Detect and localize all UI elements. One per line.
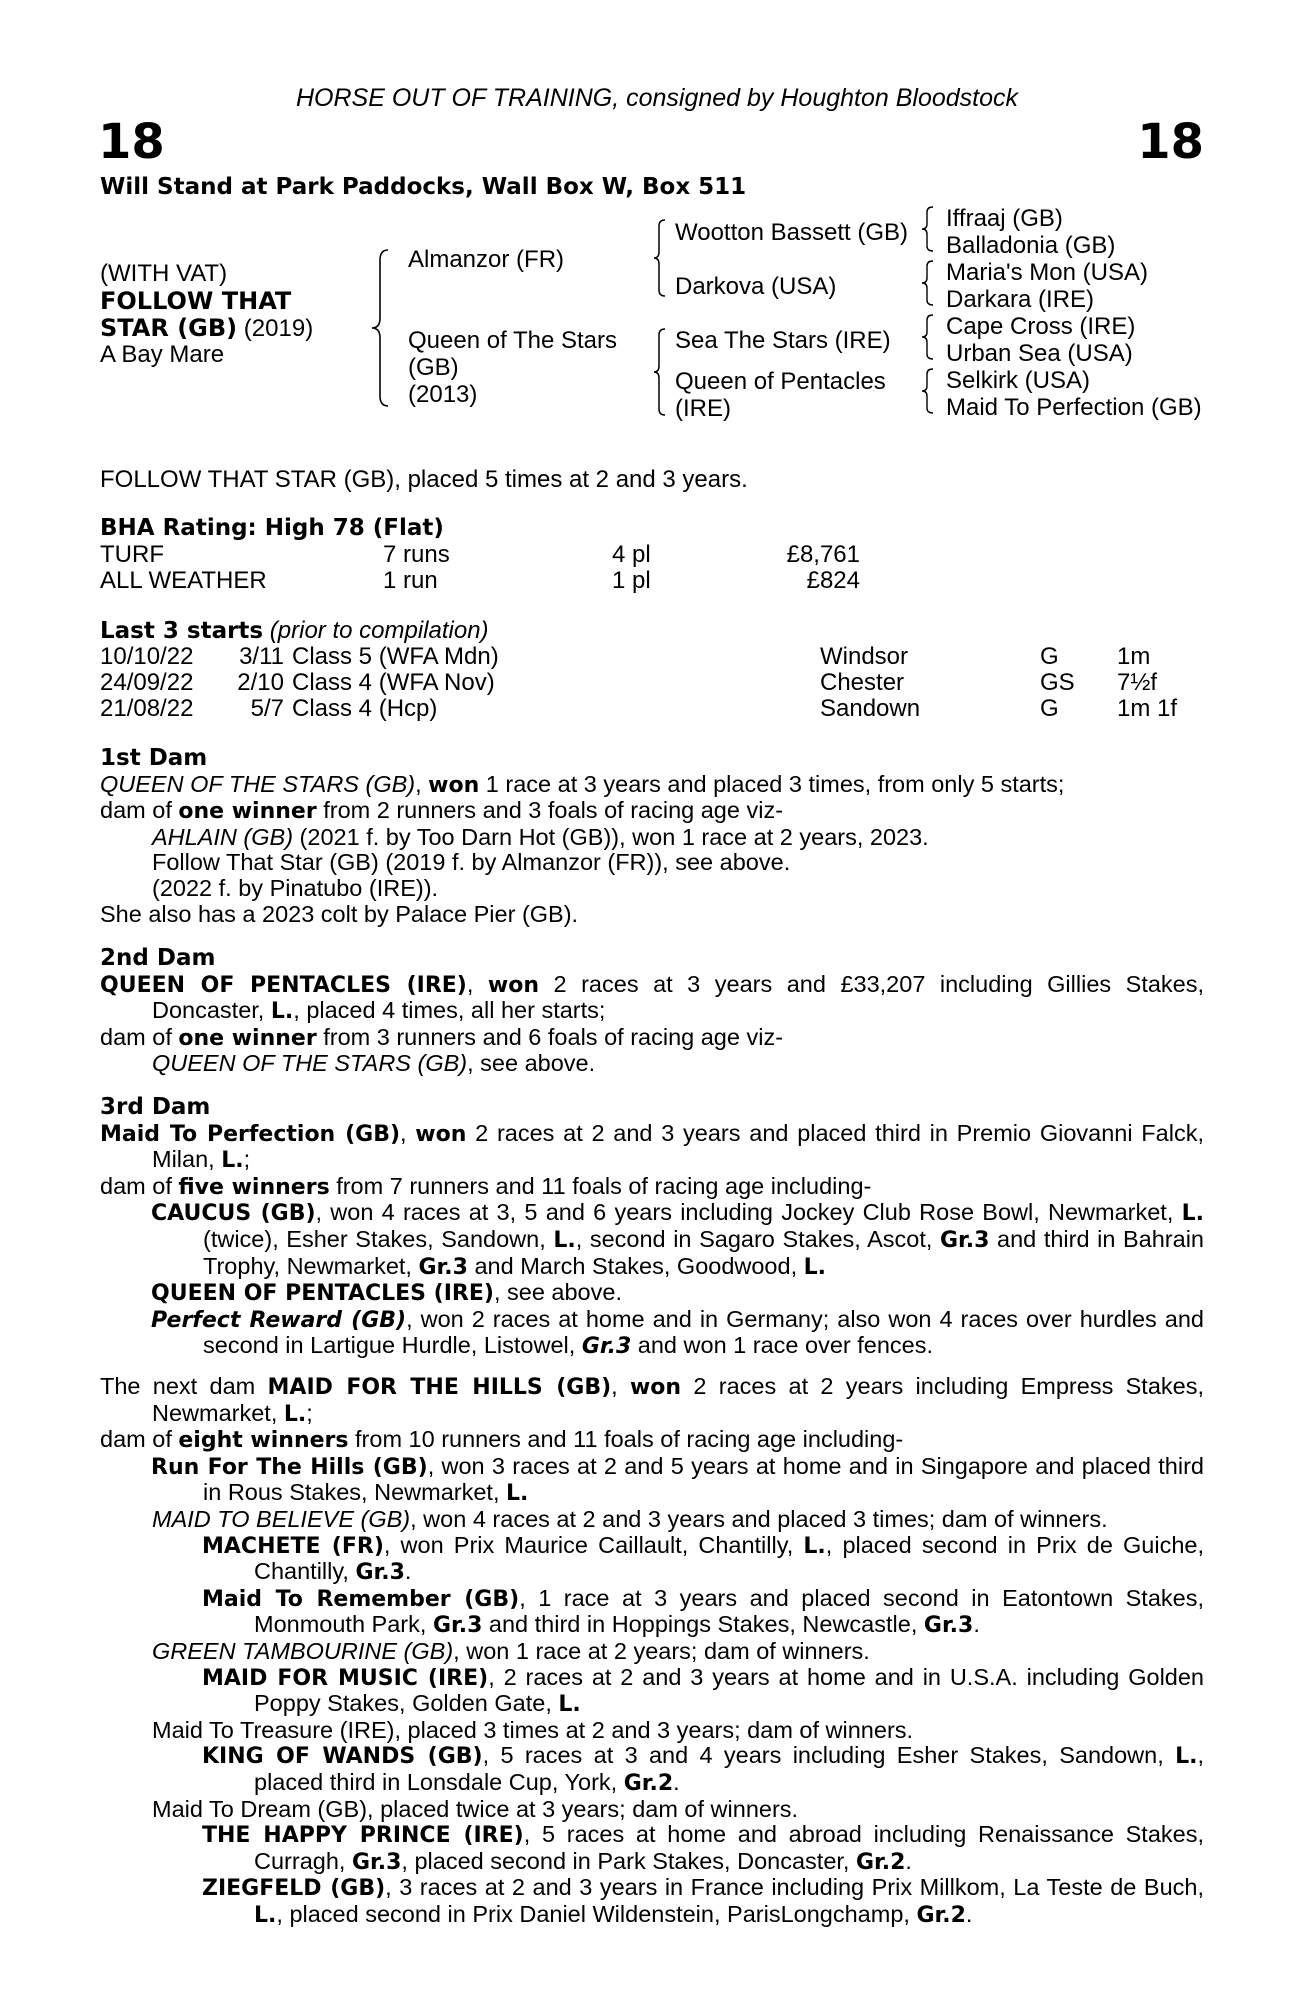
produce-name: AHLAIN (GB) — [152, 823, 294, 850]
first-dam-produce-line — [100, 798, 1204, 825]
text: , second in Sagaro Stakes, Ascot, — [575, 1225, 940, 1252]
text: , placed second in Park Stakes, Doncaster, — [401, 1847, 856, 1874]
pedigree-sire-sire: Wootton Bassett (GB) — [675, 219, 908, 246]
pedigree-dam-sire: Sea The Stars (IRE) — [675, 327, 891, 354]
start-race: Class 5 (WFA Mdn) — [292, 643, 499, 670]
start-distance: 1m — [1117, 643, 1151, 670]
pedigree-sss: Iffraaj (GB) — [946, 205, 1063, 232]
won-label: won — [428, 772, 480, 798]
start-going: GS — [1040, 669, 1075, 696]
grade: L. — [1175, 1744, 1198, 1770]
text: . — [673, 1768, 680, 1795]
text: ; — [243, 1146, 251, 1173]
last-starts-note: (prior to compilation) — [263, 617, 489, 644]
produce-entry — [100, 1454, 1204, 1507]
text: , — [611, 1373, 630, 1399]
text: , see above. — [467, 1050, 596, 1077]
first-dam-section — [100, 746, 1204, 927]
pedigree-brace-ds — [920, 313, 936, 361]
start-position: 2/10 — [237, 669, 284, 696]
start-date: 24/09/22 — [100, 669, 194, 696]
next-dam-produce-line — [100, 1427, 1204, 1454]
start-position: 3/11 — [239, 643, 284, 670]
pedigree-ddd: Maid To Perfection (GB) — [946, 394, 1202, 421]
pedigree-sire: Almanzor (FR) — [408, 246, 565, 273]
pedigree-brace-dam — [652, 327, 668, 417]
text: , 2 races at 2 and 3 years at home and in U.S.A. including Golden Poppy Stakes, Golden Gate, — [254, 1663, 1204, 1717]
text: . — [965, 1900, 973, 1927]
text: , — [466, 970, 488, 997]
pedigree-dds: Selkirk (USA) — [946, 367, 1091, 394]
won-label: won — [629, 1375, 682, 1400]
text: , placed 4 times, all her starts; — [293, 997, 606, 1024]
pedigree-brace-dd — [920, 367, 936, 415]
start-row — [100, 643, 1204, 669]
pedigree-sire-dam: Darkova (USA) — [675, 273, 837, 300]
winners-count: eight winners — [178, 1428, 349, 1454]
grade: Gr.3 — [581, 1334, 632, 1360]
produce-name: Maid To Remember (GB) — [202, 1586, 520, 1612]
pedigree-brace-sire — [652, 218, 668, 298]
produce-name: Perfect Reward (GB) — [151, 1307, 407, 1333]
text: , placed second in Prix de Guiche, Chantilly, — [254, 1531, 1204, 1585]
text: and third in Bahrain Trophy, Newmarket, — [203, 1225, 1204, 1279]
grand-produce-entry — [100, 1665, 1204, 1718]
second-dam-heading: 2nd Dam — [100, 945, 216, 971]
first-dam-note: She also has a 2023 colt by Palace Pier (GB). — [100, 900, 579, 927]
produce-name: QUEEN OF THE STARS (GB) — [152, 1050, 468, 1077]
grade: L. — [506, 1481, 529, 1507]
rating-surface: ALL WEATHER — [100, 567, 267, 594]
text: dam of — [100, 1426, 179, 1453]
start-course: Windsor — [820, 643, 909, 670]
start-race: Class 4 (WFA Nov) — [292, 669, 495, 696]
third-dam-produce-line — [100, 1174, 1204, 1201]
won-label: won — [487, 972, 540, 998]
grade: Gr.2 — [855, 1849, 906, 1875]
text: dam of — [100, 1023, 179, 1050]
produce-entry: Maid To Dream (GB), placed twice at 3 years; dam of winners. — [152, 1795, 799, 1822]
text: , won Prix Maurice Caillault, Chantilly, — [383, 1531, 804, 1558]
start-distance: 1m 1f — [1117, 695, 1178, 722]
horse-year: (2019) — [237, 315, 314, 342]
grand-produce-entry — [100, 1586, 1204, 1639]
produce-name: KING OF WANDS (GB) — [202, 1744, 483, 1770]
produce-entry: (2022 f. by Pinatubo (IRE)). — [152, 874, 439, 901]
horse-name-line1: FOLLOW THAT — [100, 287, 292, 315]
winners-count: one winner — [178, 1025, 317, 1051]
grade: L. — [270, 999, 294, 1025]
pedigree-dam-dam-line2: (IRE) — [675, 395, 731, 422]
second-dam-section — [100, 946, 1204, 1077]
grade: L. — [254, 1902, 277, 1928]
first-dam-heading: 1st Dam — [100, 745, 208, 771]
horse-description: A Bay Mare — [100, 341, 225, 368]
pedigree-dam-line1: Queen of The Stars — [408, 327, 618, 354]
third-dam-section — [100, 1095, 1204, 1360]
produce-name: GREEN TAMBOURINE (GB) — [152, 1637, 454, 1664]
grade: Gr.2 — [916, 1902, 966, 1928]
text: from 3 runners and 6 foals of racing age viz- — [316, 1023, 784, 1050]
rating-row — [100, 567, 860, 593]
text: . — [905, 1847, 912, 1874]
vat-note: (WITH VAT) — [100, 260, 228, 287]
text: and third in Hoppings Stakes, Newcastle, — [482, 1611, 924, 1638]
grade: Gr.3 — [351, 1849, 402, 1875]
text: from 10 runners and 11 foals of racing age including- — [348, 1426, 904, 1453]
text: , see above. — [493, 1279, 622, 1306]
last-starts-title: Last 3 starts — [100, 618, 264, 644]
dam-name: QUEEN OF PENTACLES (IRE) — [100, 972, 467, 998]
text: The next dam — [100, 1373, 268, 1399]
third-dam-heading: 3rd Dam — [100, 1094, 211, 1120]
produce-entry — [100, 1307, 1204, 1360]
grade: L. — [803, 1254, 827, 1280]
text: (twice), Esher Stakes, Sandown, — [203, 1225, 554, 1252]
second-dam-line — [100, 972, 1204, 1025]
text: , won 4 races at 3, 5 and 6 years including Jockey Club Rose Bowl, Newmarket, — [315, 1199, 1182, 1226]
grade: Gr.3 — [355, 1560, 405, 1586]
produce-name: MAID FOR MUSIC (IRE) — [202, 1665, 489, 1691]
grand-produce-entry — [100, 1533, 1204, 1586]
text: dam of — [100, 1172, 179, 1199]
third-dam-line — [100, 1121, 1204, 1174]
text: , 1 race at 3 years and placed second in Eatontown Stakes, Monmouth Park, — [254, 1584, 1204, 1638]
produce-entry: Follow That Star (GB) (2019 f. by Almanzor (FR)), see above. — [152, 849, 791, 876]
grade: L. — [283, 1401, 307, 1427]
pedigree-dam-dam-line1: Queen of Pentacles — [675, 368, 886, 395]
produce-name: QUEEN OF PENTACLES (IRE) — [151, 1281, 494, 1307]
produce-name: Run For The Hills (GB) — [151, 1454, 428, 1480]
grand-produce-entry — [100, 1822, 1204, 1875]
produce-entry — [100, 1639, 1204, 1665]
pedigree-dss: Cape Cross (IRE) — [946, 313, 1136, 340]
grade: Gr.3 — [432, 1613, 483, 1639]
grade: Gr.2 — [623, 1770, 674, 1796]
text: , placed second in Prix Daniel Wildenstein, ParisLongchamp, — [276, 1900, 917, 1927]
rating-placed: 1 pl — [612, 567, 651, 594]
pedigree-sds: Maria's Mon (USA) — [946, 259, 1148, 286]
produce-entry — [100, 825, 1204, 851]
text: dam of — [100, 797, 179, 824]
start-date: 21/08/22 — [100, 695, 194, 722]
start-going: G — [1040, 643, 1059, 670]
text: , 3 races at 2 and 3 years in France including Prix Millkom, La Teste de Buch, — [385, 1874, 1204, 1901]
produce-name: CAUCUS (GB) — [151, 1201, 316, 1227]
text: 2 races at 3 years and £33,207 including Gillies Stakes, Doncaster, — [152, 970, 1205, 1024]
text: . — [404, 1558, 412, 1585]
start-row — [100, 695, 1204, 721]
pedigree-ssd: Balladonia (GB) — [946, 232, 1116, 259]
lot-number-right: 18 — [1137, 114, 1204, 170]
text: from 2 runners and 3 foals of racing age viz- — [316, 797, 784, 824]
next-dam-line — [100, 1374, 1204, 1427]
start-date: 10/10/22 — [100, 643, 194, 670]
grade: L. — [803, 1533, 826, 1559]
text: (2021 f. by Too Darn Hot (GB)), won 1 race at 2 years, 2023. — [293, 823, 929, 850]
rating-prize: £8,761 — [786, 541, 860, 568]
won-label: won — [415, 1121, 467, 1147]
start-race: Class 4 (Hcp) — [292, 695, 438, 722]
text: , won 2 races at home and in Germany; also won 4 races over hurdles and second in Lartigue Hurdle, Listowel, — [203, 1305, 1204, 1359]
text: , won 4 races at 2 and 3 years and placed 3 times; dam of winners. — [410, 1505, 1108, 1532]
race-summary: FOLLOW THAT STAR (GB), placed 5 times at 2 and 3 years. — [100, 466, 748, 493]
text: and March Stakes, Goodwood, — [467, 1252, 804, 1279]
text: 2 races at 2 years including Empress Stakes, Newmarket, — [152, 1373, 1204, 1426]
page-header: HORSE OUT OF TRAINING, consigned by Houghton Bloodstock — [295, 84, 1019, 112]
rating-placed: 4 pl — [612, 541, 651, 568]
text: from 7 runners and 11 foals of racing age including- — [329, 1172, 872, 1199]
produce-name: ZIEGFELD (GB) — [202, 1876, 386, 1902]
grade: L. — [553, 1227, 576, 1253]
produce-name: MAID TO BELIEVE (GB) — [152, 1505, 411, 1532]
start-row — [100, 669, 1204, 695]
text: 1 race at 3 years and placed 3 times, from only 5 starts; — [479, 770, 1065, 797]
pedigree-brace-main — [370, 248, 392, 408]
winners-count: five winners — [178, 1174, 330, 1200]
grade: Gr.3 — [923, 1613, 974, 1639]
produce-entry: Maid To Treasure (IRE), placed 3 times at 2 and 3 years; dam of winners. — [152, 1716, 914, 1743]
grade: Gr.3 — [940, 1227, 990, 1253]
pedigree-dsd: Urban Sea (USA) — [946, 340, 1133, 367]
bha-rating-heading: BHA Rating: High 78 (Flat) — [100, 515, 444, 541]
winners-count: one winner — [178, 799, 317, 825]
dam-name: QUEEN OF THE STARS (GB) — [100, 770, 416, 797]
rating-row — [100, 541, 860, 567]
stand-location: Will Stand at Park Paddocks, Wall Box W, Box 511 — [100, 174, 747, 200]
dam-name: Maid To Perfection (GB) — [100, 1121, 401, 1147]
start-position: 5/7 — [250, 695, 284, 722]
pedigree-sdd: Darkara (IRE) — [946, 286, 1095, 313]
produce-entry — [100, 1051, 1204, 1077]
horse-name-line2-text: STAR (GB) — [100, 314, 238, 342]
produce-entry — [100, 1507, 1204, 1533]
text: and won 1 race over fences. — [631, 1332, 934, 1359]
start-course: Chester — [820, 669, 905, 696]
produce-name: MACHETE (FR) — [202, 1533, 384, 1559]
next-dam-section — [100, 1374, 1204, 1928]
produce-entry — [100, 1200, 1204, 1280]
grand-produce-entry — [100, 1743, 1204, 1796]
text: 2 races at 2 and 3 years and placed third in Premio Giovanni Falck, Milan, — [152, 1119, 1204, 1173]
text: , — [415, 770, 429, 797]
grade: L. — [558, 1692, 581, 1718]
grade: L. — [221, 1148, 244, 1174]
text: , 5 races at 3 and 4 years including Esher Stakes, Sandown, — [482, 1742, 1176, 1769]
grand-produce-entry — [100, 1875, 1204, 1928]
first-dam-line — [100, 772, 1204, 799]
horse-name-line2 — [100, 314, 313, 343]
pedigree-dam-line2: (GB) — [408, 354, 459, 381]
grade: L. — [1181, 1201, 1204, 1227]
start-going: G — [1040, 695, 1059, 722]
start-course: Sandown — [820, 695, 921, 722]
pedigree-brace-sd — [920, 259, 936, 307]
rating-runs: 7 runs — [383, 541, 450, 568]
rating-runs: 1 run — [383, 567, 438, 594]
rating-prize: £824 — [806, 567, 860, 594]
text: , placed third in Lonsdale Cup, York, — [254, 1742, 1204, 1795]
second-dam-produce-line — [100, 1025, 1204, 1052]
lot-number-left: 18 — [98, 114, 165, 170]
dam-name: MAID FOR THE HILLS (GB) — [267, 1375, 612, 1400]
pedigree-dam-line3: (2013) — [408, 381, 478, 408]
last-starts-heading — [100, 617, 489, 645]
text: ; — [306, 1399, 313, 1426]
rating-surface: TURF — [100, 541, 164, 568]
start-distance: 7½f — [1117, 669, 1158, 696]
grade: Gr.3 — [418, 1254, 468, 1280]
text: , won 3 races at 2 and 5 years at home and in Singapore and placed third in Rous Stakes, Newmarket, — [203, 1452, 1204, 1506]
produce-entry — [100, 1280, 1204, 1307]
text: , — [400, 1119, 416, 1146]
text: , 5 races at home and abroad including Renaissance Stakes, Curragh, — [254, 1821, 1204, 1874]
produce-name: THE HAPPY PRINCE (IRE) — [202, 1823, 524, 1849]
text: , won 1 race at 2 years; dam of winners. — [453, 1637, 870, 1664]
pedigree-brace-ss — [920, 205, 936, 253]
text: . — [973, 1611, 980, 1638]
